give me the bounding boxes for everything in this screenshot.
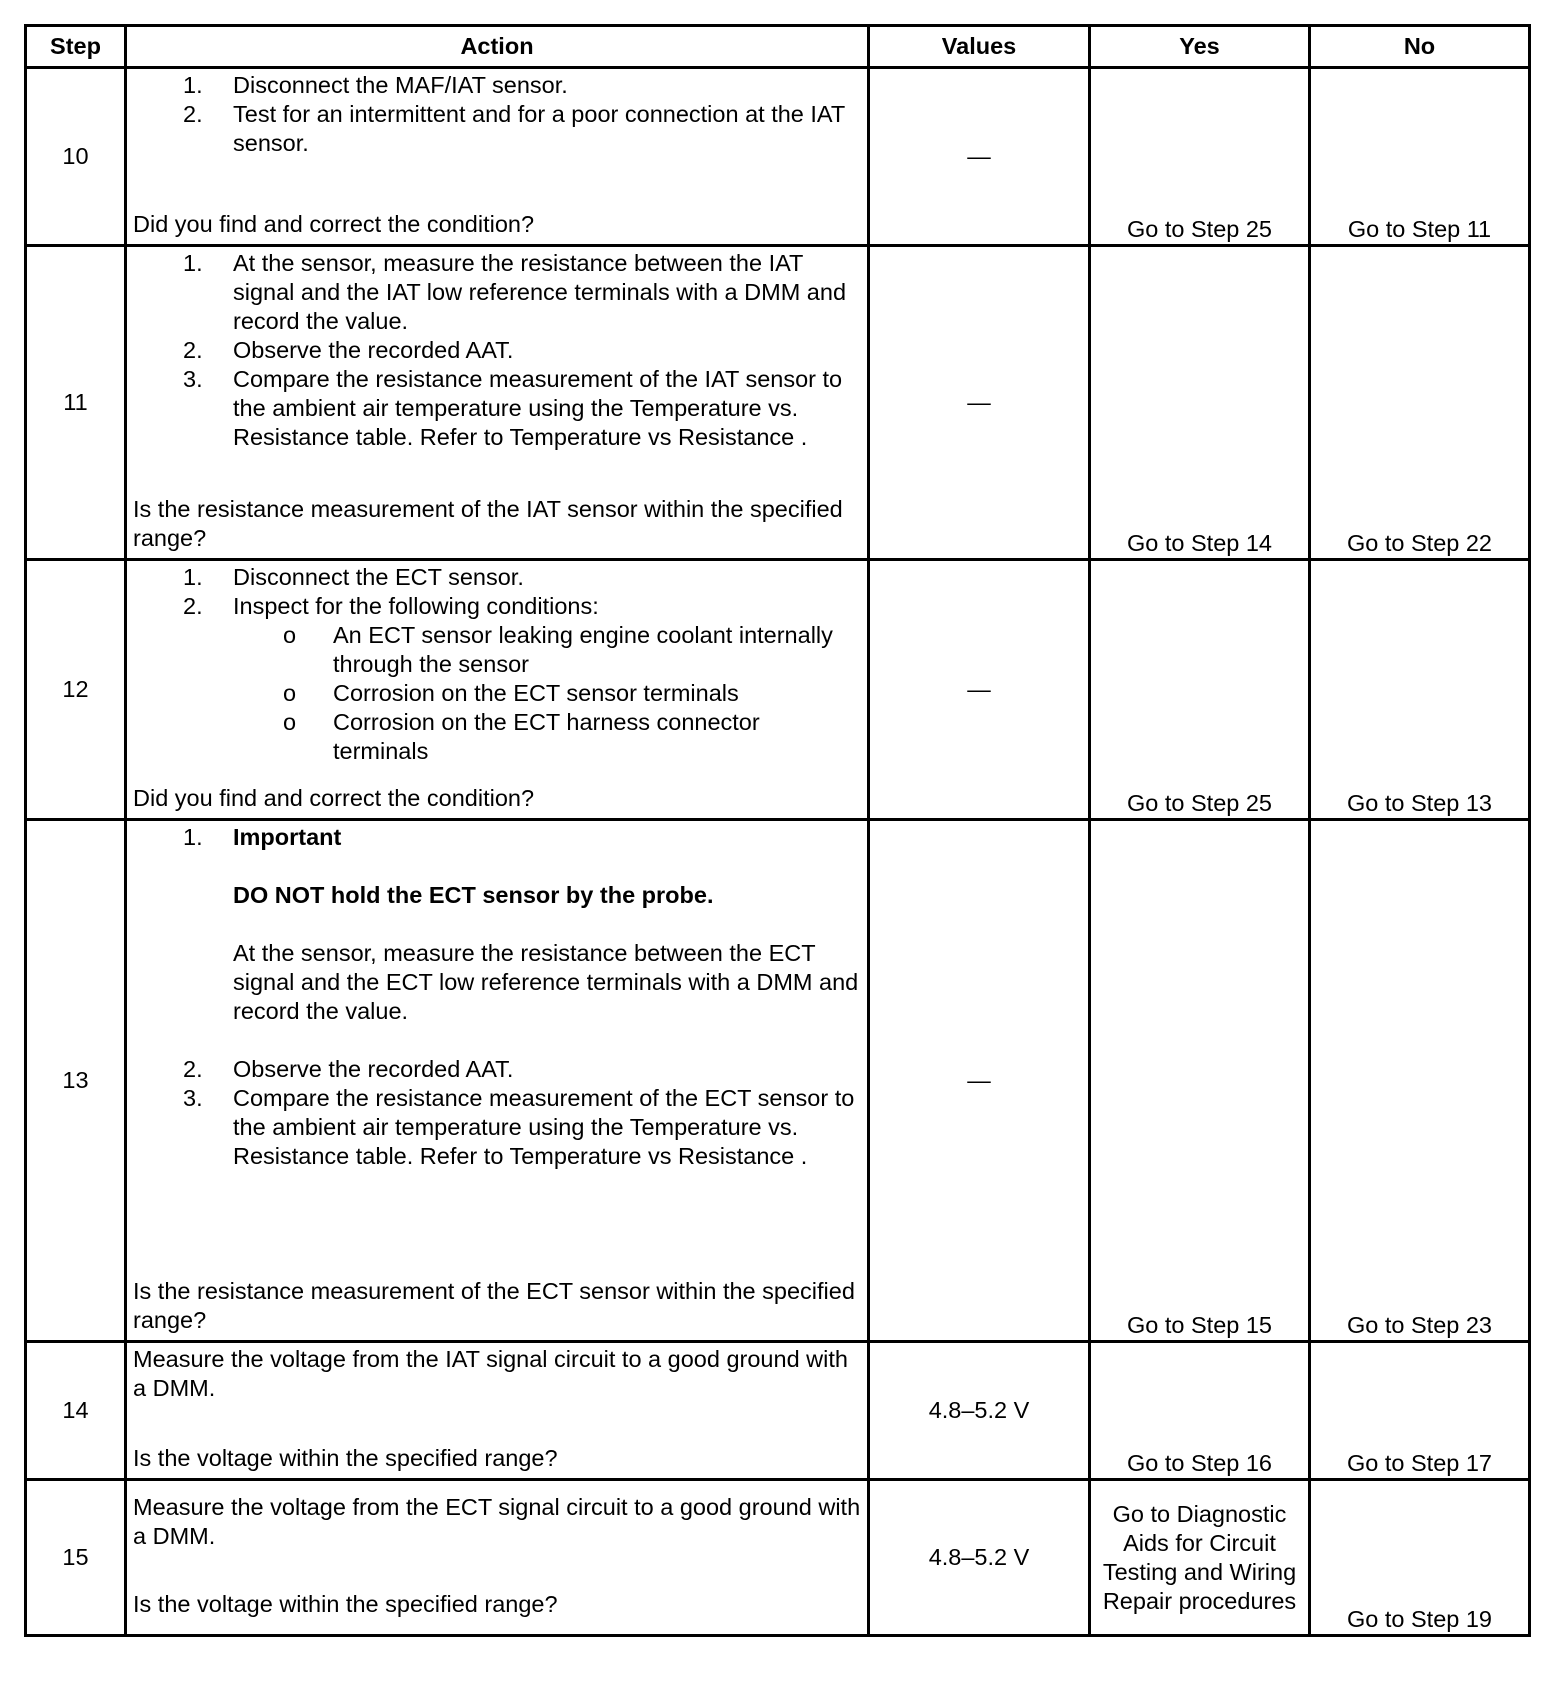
no-cell: Go to Step 23 [1310,820,1530,1342]
list-item: 1. Important DO NOT hold the ECT sensor by the probe. At the sensor, measure the resistance between the ECT signal and the ECT low reference terminals with a DMM and record the value. [133,823,861,1055]
no-cell: Go to Step 22 [1310,246,1530,560]
action-question: Is the voltage within the specified range? [133,1591,558,1617]
value-cell: — [869,68,1090,246]
bullet-icon: o [283,680,297,706]
header-no: No [1310,26,1530,68]
list-item: o An ECT sensor leaking engine coolant internally through the sensor [283,622,833,677]
action-question: Did you find and correct the condition? [133,785,535,811]
yes-cell: Go to Step 14 [1090,246,1310,560]
action-question: Did you find and correct the condition? [133,211,535,237]
list-item: 1. At the sensor, measure the resistance between the IAT signal and the IAT low reference terminals with a DMM and record the value. [183,250,847,334]
table-row-step-14 [26,1342,1530,1480]
yes-cell: Go to Step 15 [1090,820,1310,1342]
value-cell: 4.8–5.2 V [869,1480,1090,1636]
list-item: o Corrosion on the ECT harness connector terminals [283,709,760,764]
header-yes: Yes [1090,26,1310,68]
list-item: 3. Compare the resistance measurement of the ECT sensor to the ambient air temperature using the Temperature vs. Resistance table. Refer to Temperature vs Resistance . [183,1085,855,1169]
value-cell: — [869,246,1090,560]
action-cell [126,1342,869,1480]
list-item: 3. Compare the resistance measurement of the IAT sensor to the ambient air temperature using the Temperature vs. Resistance table. Refer to Temperature vs Resistance . [183,366,843,450]
value-cell: 4.8–5.2 V [869,1342,1090,1480]
action-question: Is the resistance measurement of the IAT sensor within the specified range? [133,496,843,551]
table-row-step-15 [26,1480,1530,1636]
list-item: 1. Disconnect the ECT sensor. [183,564,524,590]
important-warning: DO NOT hold the ECT sensor by the probe. [233,882,714,908]
action-list [133,249,861,452]
value-cell: — [869,560,1090,820]
yes-cell: Go to Step 16 [1090,1342,1310,1480]
action-list [133,563,861,766]
action-question: Is the voltage within the specified range? [133,1445,558,1471]
action-question: Is the resistance measurement of the ECT sensor within the specified range? [133,1278,855,1333]
important-label: Important [233,824,342,850]
action-instruction: Measure the voltage from the IAT signal circuit to a good ground with a DMM. [133,1346,848,1401]
header-row [26,26,1530,68]
no-cell: Go to Step 13 [1310,560,1530,820]
list-item: 1. Disconnect the MAF/IAT sensor. [183,72,568,98]
table-row-step-10 [26,68,1530,246]
table-row-step-13 [26,820,1530,1342]
list-item: 2. Inspect for the following conditions: o An ECT sensor leaking engine coolant internally through the sensor o Corrosion on the ECT sensor terminals o Corrosion on the ECT harness connector terminals [133,592,861,766]
header-step: Step [26,26,126,68]
action-cell [126,560,869,820]
condition-list [133,621,861,766]
header-values: Values [869,26,1090,68]
action-cell [126,820,869,1342]
yes-cell: Go to Step 25 [1090,68,1310,246]
step-number: 13 [26,820,126,1342]
list-item: 2. Test for an intermittent and for a poor connection at the IAT sensor. [183,101,845,156]
yes-cell: Go to Diagnostic Aids for Circuit Testing and Wiring Repair procedures [1090,1480,1310,1636]
step-number: 12 [26,560,126,820]
value-cell: — [869,820,1090,1342]
list-item: 2. Observe the recorded AAT. [183,337,514,363]
action-list [133,71,861,158]
step-number: 10 [26,68,126,246]
table-row-step-12 [26,560,1530,820]
list-item: 2. Observe the recorded AAT. [183,1056,514,1082]
list-item: o Corrosion on the ECT sensor terminals [283,680,739,706]
action-instruction: Measure the voltage from the ECT signal circuit to a good ground with a DMM. [133,1494,861,1549]
action-cell [126,1480,869,1636]
item-text: At the sensor, measure the resistance between the ECT signal and the ECT low reference terminals with a DMM and record the value. [233,940,859,1024]
no-cell: Go to Step 19 [1310,1480,1530,1636]
bullet-icon: o [283,622,297,648]
step-number: 14 [26,1342,126,1480]
step-number: 11 [26,246,126,560]
yes-cell: Go to Step 25 [1090,560,1310,820]
action-cell [126,68,869,246]
action-list [133,823,861,1171]
header-action: Action [126,26,869,68]
diagnostic-table [24,24,1531,1637]
step-number: 15 [26,1480,126,1636]
action-cell [126,246,869,560]
no-cell: Go to Step 17 [1310,1342,1530,1480]
bullet-icon: o [283,709,297,735]
no-cell: Go to Step 11 [1310,68,1530,246]
table-row-step-11 [26,246,1530,560]
